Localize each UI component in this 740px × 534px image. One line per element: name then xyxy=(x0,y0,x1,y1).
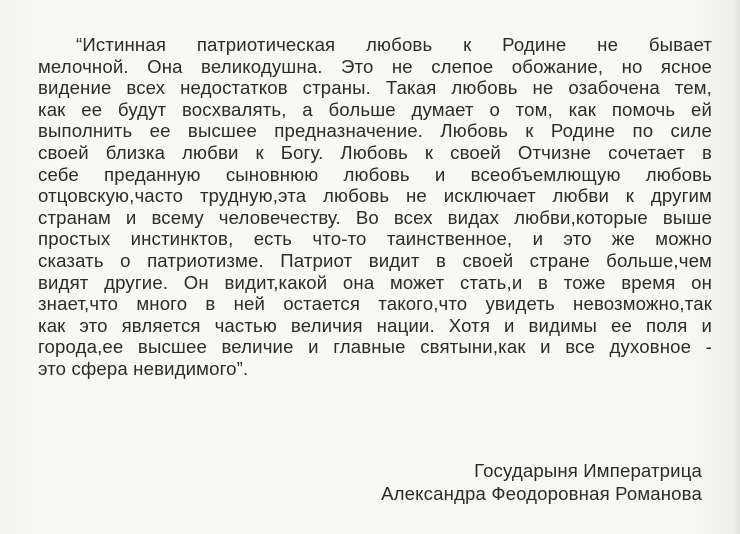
quote-line: простых инстинктов, есть что-то таинственное, и это же можно xyxy=(38,228,712,250)
quote-line: себе преданную сыновнюю любовь и всеобъемлющую любовь xyxy=(38,163,712,185)
page-edge-shadow xyxy=(734,0,740,534)
signature-title: Государыня Императрица xyxy=(474,460,702,481)
quote-line: выполнить ее высшее предназначение. Любовь к Родине по силе xyxy=(38,120,712,142)
quote-line: странам и всему человечеству. Во всех видах любви,которые выше xyxy=(38,206,712,228)
quote-line: сказать о патриотизме. Патриот видит в своей стране больше,чем xyxy=(38,249,712,271)
quote-line: знает,что много в ней остается такого,что увидеть невозможно,так xyxy=(38,293,712,315)
signature-name: Александра Феодоровная Романова xyxy=(381,483,702,504)
quote-line: мелочной. Она великодушна. Это не слепое обожание, но ясное xyxy=(38,55,712,77)
quote-line: это сфера невидимого”. xyxy=(38,357,249,379)
quote-line: города,ее высшее величие и главные святыни,как и все духовное - xyxy=(38,336,712,358)
signature-block xyxy=(381,459,702,505)
quote-line: своей близка любви к Богу. Любовь к своей Отчизне сочетает в xyxy=(38,141,712,163)
quote-line: видят другие. Он видит,какой она может стать,и в тоже время он xyxy=(38,271,712,293)
quote-line: видение всех недостатков страны. Такая любовь не озабочена тем, xyxy=(38,77,712,99)
quote-paragraph xyxy=(38,34,712,380)
quote-line: как ее будут восхвалять, а больше думает о том, как помочь ей xyxy=(38,98,712,120)
quote-line: как это является частью величия нации. Хотя и видимы ее поля и xyxy=(38,314,712,336)
quote-line: отцовскую,часто трудную,эта любовь не исключает любви к другим xyxy=(38,185,712,207)
quote-line: “Истинная патриотическая любовь к Родине не бывает xyxy=(76,34,712,55)
